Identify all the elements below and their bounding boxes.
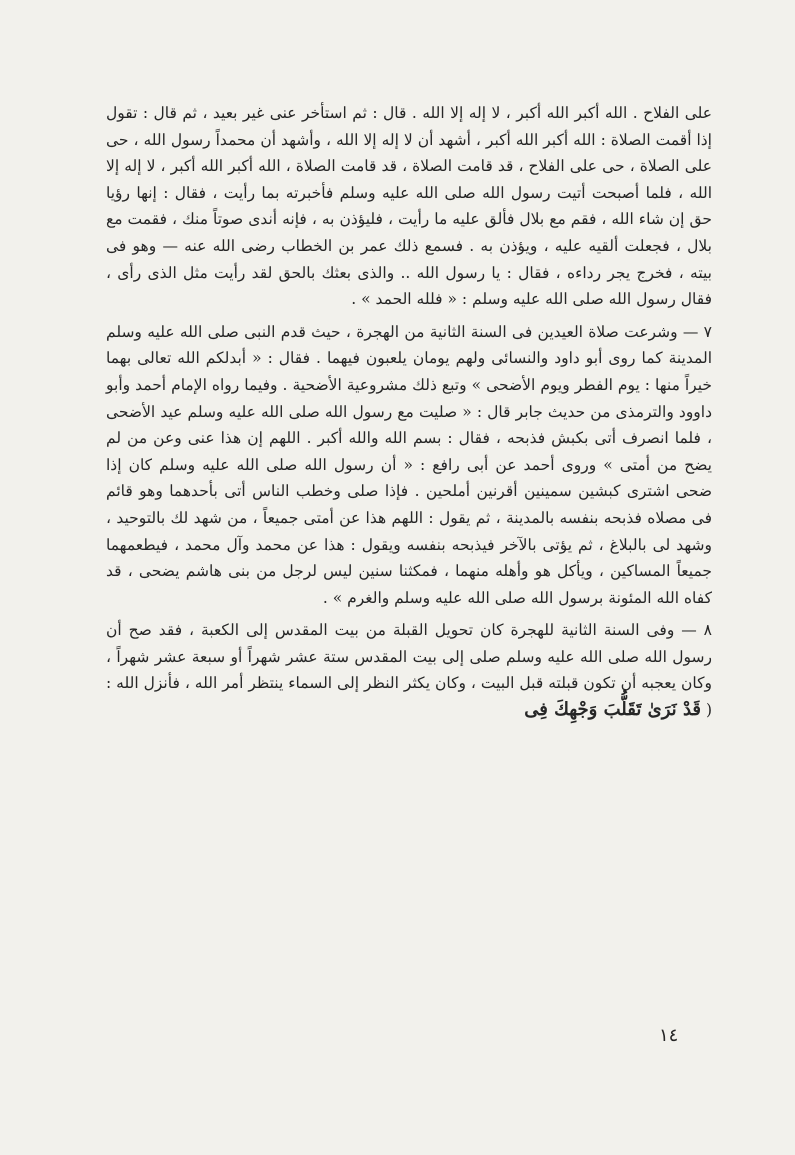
paragraph-qibla-text: ٨ — وفى السنة الثانية للهجرة كان تحويل القبلة من بيت المقدس إلى الكعبة ، فقد صح أن رسول الله صلى الله عليه وسلم صلى إلى بيت المقدس ستة عشر شهراً أو سبعة عشر شهراً ، وكان يعجبه أن تكون قبلته قبل البيت ، وكان يكثر النظر إلى السماء ينتظر أمر الله ، فأنزل الله : (: [106, 621, 712, 720]
quran-verse-fragment: قَدْ نَرَىٰ تَقَلُّبَ وَجْهِكَ فِى: [524, 699, 701, 721]
paragraph-eid-prayer: ٧ — وشرعت صلاة العيدين فى السنة الثانية من الهجرة ، حيث قدم النبى صلى الله عليه وسلم المدينة كما روى أبو داود والنسائى ولهم يومان يلعبون فيهما . فقال : « أبدلكم الله تعالى بهما خيراً منها : يوم الفطر ويوم الأضحى » وتبع ذلك مشروعية الأضحية . وفيما رواه الإمام أحمد وأبو داوود والترمذى من حديث جابر قال : « صليت مع رسول الله صلى الله عليه وسلم عيد الأضحى ، فلما انصرف أتى بكبش فذبحه ، فقال : بسم الله والله أكبر . اللهم إن هذا عنى وعن من لم يضح من أمتى » وروى أحمد عن أبى رافع : « أن رسول الله صلى الله عليه وسلم كان إذا ضحى اشترى كبشين سمينين أقرنين أملحين . فإذا صلى وخطب الناس أتى بأحدهما وهو قائم فى مصلاه فذبحه بنفسه بالمدينة ، ثم يقول : اللهم هذا عن أمتى جميعاً ، من شهد لك بالتوحيد ، وشهد لى بالبلاغ ، ثم يؤتى بالآخر فيذبحه بنفسه ويقول : هذا عن محمد وآل محمد ، فيطعمهما جميعاً المساكين ، ويأكل هو وأهله منهما ، فمكثنا سنين ليس لرجل من بنى هاشم يضحى ، قد كفاه الله المئونة برسول الله صلى الله عليه وسلم والغرم » .: [106, 322, 712, 607]
paragraph-adhan-story: على الفلاح . الله أكبر الله أكبر ، لا إله إلا الله . قال : ثم استأخر عنى غير بعيد ، ثم قال : تقول إذا أقمت الصلاة : الله أكبر الله أكبر ، أشهد أن لا إله إلا الله ، وأشهد أن محمداً رسول الله ، حى على الصلاة ، حى على الفلاح ، قد قامت الصلاة ، قد قامت الصلاة ، الله أكبر الله أكبر ، لا إله إلا الله ، فلما أصبحت أتيت رسول الله صلى الله عليه وسلم فأخبرته بما رأيت ، فقال : إنها رؤيا حق إن شاء الله ، فقم مع بلال فألق عليه ما رأيت ، فليؤذن به ، فإنه أندى صوتاً منك ، فقمت مع بلال ، فجعلت ألقيه عليه ، ويؤذن به . فسمع ذلك عمر بن الخطاب رضى الله عنه — وهو فى بيته ، فخرج يجر رداءه ، فقال : يا رسول الله .. والذى بعثك بالحق لقد رأيت مثل الذى رأى ، فقال رسول الله صلى الله عليه وسلم : « فلله الحمد » .: [106, 104, 712, 309]
page-body: [106, 100, 712, 724]
page-number: ١٤: [659, 1025, 679, 1046]
paragraph-qibla-change: [106, 617, 712, 723]
